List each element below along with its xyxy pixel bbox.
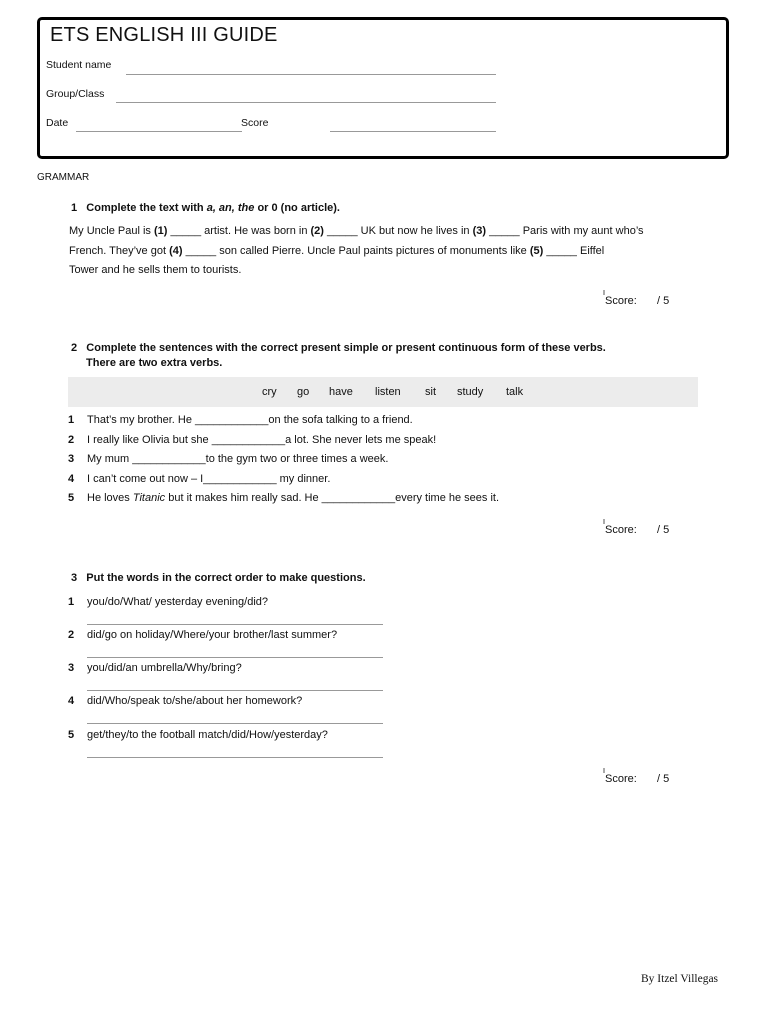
item-text: He loves: [87, 492, 133, 504]
word-go: go: [297, 386, 310, 398]
section-label: GRAMMAR: [37, 172, 90, 183]
list-item: [68, 492, 718, 512]
q1-text: [69, 222, 709, 281]
q3-instr: Put the words in the correct order to make questions.: [86, 572, 366, 584]
item-text: I can’t come out now – I____________ my dinner.: [87, 472, 331, 485]
item-text: but it makes him really sad. He ____________every time he sees it.: [165, 492, 500, 504]
q1-text-part: My Uncle Paul is: [69, 225, 154, 237]
word-talk: talk: [506, 386, 524, 398]
q3-heading: [71, 572, 366, 584]
q1-score-max: / 5: [657, 295, 670, 307]
q1-text-part: _____ artist. He was born in: [167, 225, 311, 237]
item-title: Titanic: [132, 492, 166, 504]
item-text: I really like Olivia but she ____________a lot. She never lets me speak!: [87, 433, 437, 446]
q1-text-part: _____ son called Pierre. Uncle Paul paints pictures of monuments like: [182, 244, 530, 257]
q3-number: 3: [71, 572, 78, 584]
q2-score-max: / 5: [657, 524, 670, 536]
answer-line-4[interactable]: [87, 723, 383, 724]
item-number: 5: [68, 729, 75, 741]
item-text: get/they/to the football match/did/How/yesterday?: [87, 729, 328, 741]
score-label: Score: [241, 117, 269, 129]
word-listen: listen: [375, 386, 401, 398]
item-text: you/did/an umbrella/Why/bring?: [87, 662, 242, 674]
page-title: ETS ENGLISH III GUIDE: [50, 24, 278, 46]
q1-text-part: _____ UK but now he lives in: [323, 225, 473, 237]
item-number: 1: [68, 414, 75, 426]
q2-instr-1: Complete the sentences with the correct present simple or present continuous form of these verbs.: [86, 342, 606, 354]
q1-number: 1: [71, 202, 78, 214]
q1-text-part: _____ Eiffel: [543, 244, 605, 257]
q2-instr-2: There are two extra verbs.: [86, 357, 223, 369]
list-item: [68, 729, 328, 741]
date-label: Date: [46, 117, 69, 129]
q3-score-max: / 5: [657, 773, 670, 785]
list-item: [68, 596, 268, 608]
q1-text-part: French. They’ve got: [69, 244, 170, 257]
q1-instr-a: Complete the text with: [86, 202, 207, 214]
q2-heading: [71, 342, 606, 354]
answer-line-5[interactable]: [87, 757, 383, 758]
item-number: 3: [68, 662, 75, 674]
answer-line-3[interactable]: [87, 690, 383, 691]
list-item: [68, 629, 337, 641]
list-item: [68, 414, 718, 434]
word-have: have: [329, 386, 353, 398]
list-item: [68, 695, 302, 707]
header-box: [37, 17, 729, 159]
q1-line-1: [69, 222, 709, 242]
list-item: [68, 434, 718, 454]
student-name-label: Student name: [46, 59, 112, 71]
item-text: My mum ____________to the gym two or three times a week.: [87, 453, 389, 465]
group-field[interactable]: [116, 102, 496, 103]
author-credit: By Itzel Villegas: [641, 973, 719, 985]
word-cry: cry: [262, 386, 277, 398]
list-item: [68, 473, 718, 493]
item-number: 4: [68, 695, 75, 707]
q1-line-2: [69, 242, 709, 262]
item-text: That’s my brother. He ____________on the sofa talking to a friend.: [87, 414, 413, 426]
q3-score-label: Score:: [605, 773, 637, 785]
word-box: [68, 377, 698, 407]
gap-3-number: (3): [472, 225, 487, 237]
gap-5-number: (5): [529, 244, 544, 257]
gap-2-number: (2): [310, 225, 324, 237]
q2-items: [68, 414, 718, 512]
q2-score-label: Score:: [605, 524, 637, 536]
q1-score-label: Score:: [605, 295, 637, 307]
date-field[interactable]: [76, 131, 242, 132]
gap-4-number: (4): [169, 244, 183, 257]
item-number: 1: [68, 596, 75, 608]
item-number: 2: [68, 433, 75, 446]
item-number: 5: [68, 492, 75, 504]
q1-heading: [71, 202, 340, 214]
item-text: you/do/What/ yesterday evening/did?: [87, 596, 269, 608]
item-text: did/Who/speak to/she/about her homework?: [87, 695, 303, 707]
q2-number: 2: [71, 342, 78, 354]
list-item: [68, 662, 242, 674]
item-number: 4: [68, 472, 75, 485]
q1-instr-c: or 0 (no article).: [254, 202, 340, 214]
group-label: Group/Class: [46, 88, 105, 100]
gap-1-number: (1): [153, 225, 168, 237]
item-number: 2: [68, 629, 75, 641]
score-field[interactable]: [330, 131, 496, 132]
word-study: study: [457, 386, 484, 398]
list-item: [68, 453, 718, 473]
student-name-field[interactable]: [126, 74, 496, 75]
item-number: 3: [68, 453, 75, 465]
answer-line-1[interactable]: [87, 624, 383, 625]
q1-text-part: _____ Paris with my aunt who’s: [486, 225, 644, 237]
answer-line-2[interactable]: [87, 657, 383, 658]
q1-instr-b: a, an, the: [206, 202, 255, 214]
word-sit: sit: [425, 386, 436, 398]
item-text: did/go on holiday/Where/your brother/last summer?: [87, 629, 338, 641]
q1-line-3: Tower and he sells them to tourists.: [69, 264, 242, 276]
